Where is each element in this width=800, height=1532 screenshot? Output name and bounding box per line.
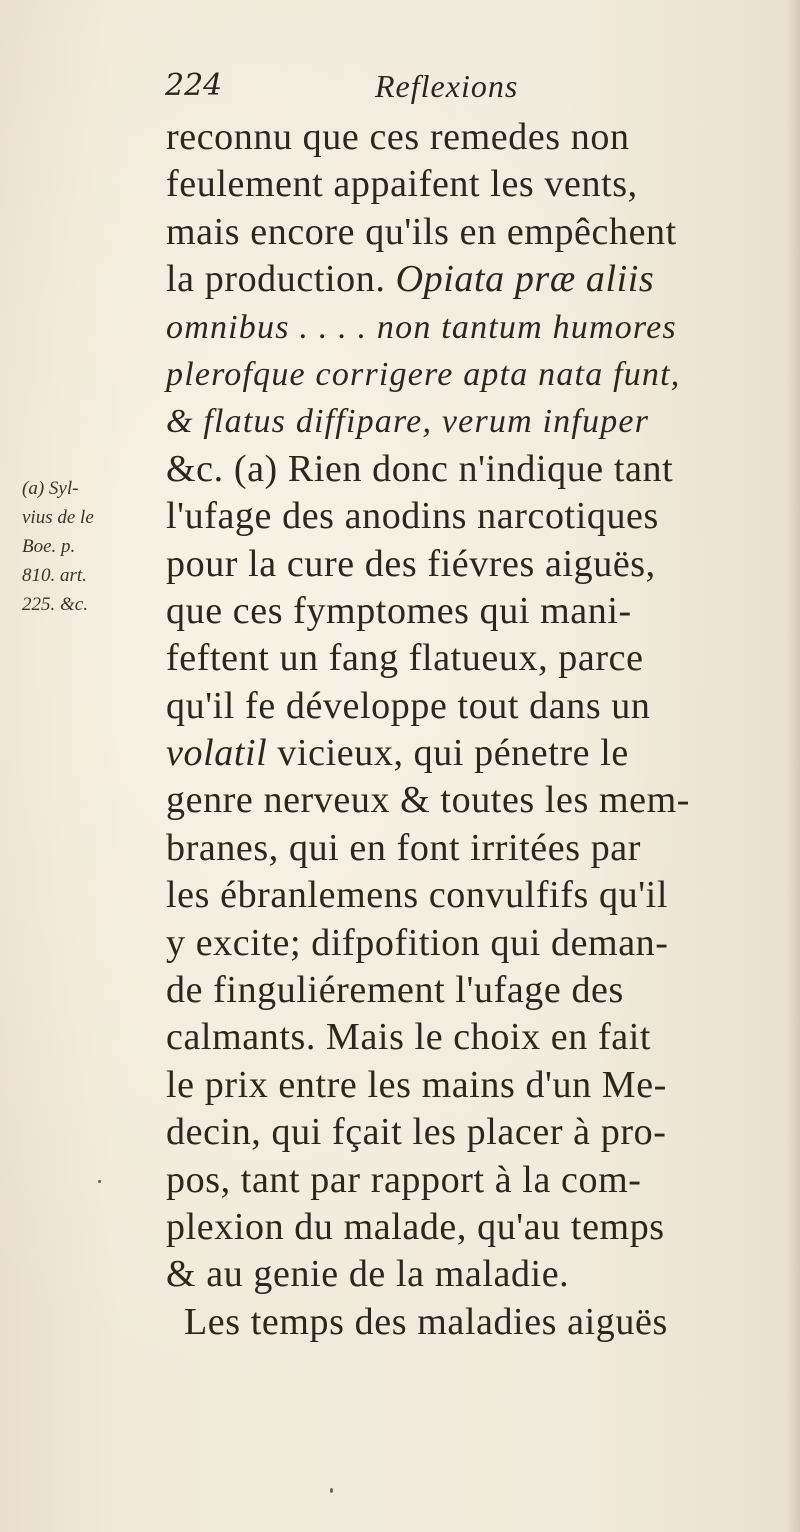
text-line: que ces fymptomes qui mani- bbox=[166, 589, 632, 632]
running-head: Reflexions bbox=[375, 68, 519, 104]
margin-note-line: (a) Syl- bbox=[22, 478, 79, 499]
text-line: & au genie de la maladie. bbox=[166, 1253, 570, 1296]
text-line: pos, tant par rapport à la com- bbox=[166, 1158, 642, 1201]
text-line: calmants. Mais le choix en fait bbox=[166, 1016, 652, 1059]
text-segment-italic: Opiata præ aliis bbox=[385, 258, 655, 301]
text-line: mais encore qu'ils en empêchent bbox=[166, 210, 677, 253]
text-line: reconnu que ces remedes non bbox=[166, 116, 630, 158]
text-line-italic: & flatus diffipare, verum infuper bbox=[166, 403, 650, 441]
text-line: &c. (a) Rien donc n'indique tant bbox=[166, 447, 674, 490]
text-line bbox=[166, 730, 776, 777]
text-line: l'ufage des anodins narcotiques bbox=[166, 495, 659, 538]
paper-speck bbox=[98, 1180, 101, 1183]
text-line bbox=[166, 256, 776, 303]
body-text bbox=[166, 114, 776, 1346]
margin-note-line: 810. art. bbox=[22, 565, 87, 586]
text-line: de finguliérement l'ufage des bbox=[166, 969, 624, 1012]
margin-note-line: Boe. p. bbox=[22, 536, 76, 557]
text-line: Les temps des maladies aiguës bbox=[184, 1300, 668, 1343]
text-line: feftent un fang flatueux, parce bbox=[166, 637, 644, 680]
text-line: plexion du malade, qu'au temps bbox=[166, 1205, 665, 1248]
text-segment-italic: volatil bbox=[166, 732, 268, 775]
paper-speck bbox=[330, 1488, 333, 1493]
text-line: y excite; difpofition qui deman- bbox=[166, 921, 669, 964]
text-segment-roman: vicieux, qui pénetre le bbox=[267, 732, 629, 775]
margin-note-line: 225. &c. bbox=[22, 594, 88, 615]
page-edge-shadow bbox=[786, 0, 800, 1532]
text-line: le prix entre les mains d'un Me- bbox=[166, 1063, 667, 1106]
text-line: decin, qui fçait les placer à pro- bbox=[166, 1111, 667, 1154]
margin-note-line: vius de le bbox=[22, 507, 94, 528]
text-line: qu'il fe développe tout dans un bbox=[166, 684, 651, 727]
text-segment-roman: la production. bbox=[166, 258, 386, 301]
text-line: pour la cure des fiévres aiguës, bbox=[166, 542, 656, 585]
page-number: 224 bbox=[165, 68, 223, 103]
text-line-italic: plerofque corrigere apta nata funt, bbox=[166, 355, 681, 393]
margin-note bbox=[22, 474, 152, 619]
text-line-italic: omnibus . . . . non tantum humores bbox=[166, 308, 677, 346]
text-line: les ébranlemens convulfifs qu'il bbox=[166, 874, 668, 917]
text-line: branes, qui en font irritées par bbox=[166, 826, 642, 869]
text-line: genre nerveux & toutes les mem- bbox=[166, 779, 691, 822]
page-header bbox=[165, 64, 765, 114]
text-line: feulement appaifent les vents, bbox=[166, 163, 638, 206]
